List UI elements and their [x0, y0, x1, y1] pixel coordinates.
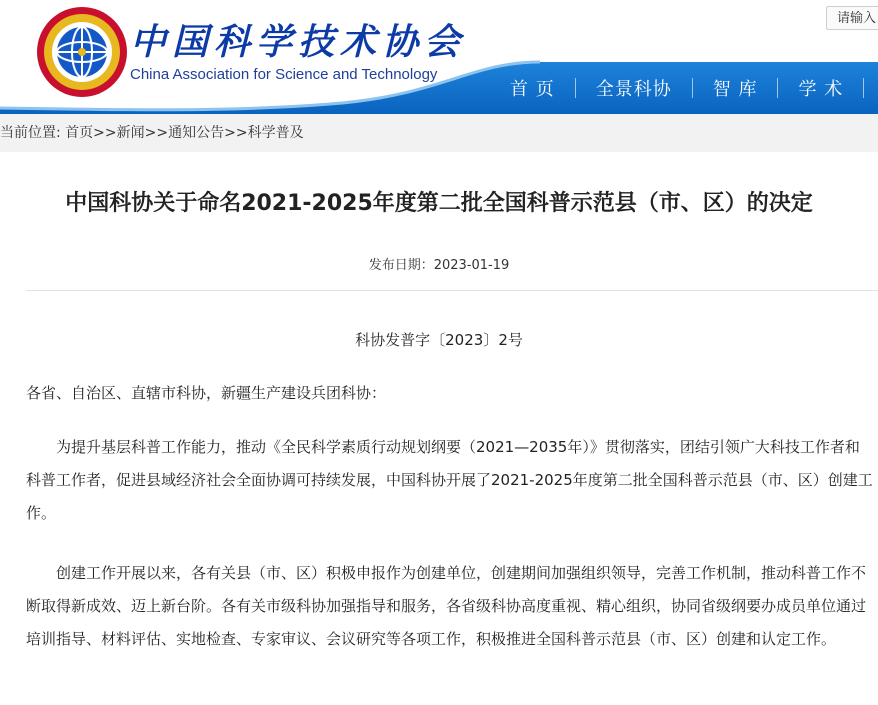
login-input[interactable]: 请输入 [826, 6, 878, 30]
cast-emblem-icon [36, 6, 128, 98]
publish-date-label: 发布日期： [368, 258, 434, 273]
article-title: 中国科协关于命名2021-2025年度第二批全国科普示范县（市、区）的决定 [65, 191, 813, 216]
breadcrumb-home[interactable]: 首页 [65, 125, 94, 141]
article-paragraph: 创建工作开展以来，各有关县（市、区）积极申报作为创建单位，创建期间加强组织领导，完善工作机制，推动科普工作不断取得新成效、迈上新台阶。各有关市级科协加强指导和服务，各省级科协高度重视、精心组织，协同省级纲要办成员单位通过培训指导、材料评估、实地检查、专家审议、会议研究等各项工作，积极推进全国科普示范县（市、区）创建和认定工作。 [26, 564, 867, 648]
logo-chinese-text: 中国科学技术协会 [130, 21, 467, 63]
document-number: 科协发普字〔2023〕2号 [355, 331, 523, 349]
breadcrumb-separator: >> [144, 125, 169, 141]
article-paragraph: 为提升基层科普工作能力，推动《全民科学素质行动规划纲要（2021—2035年）》贯彻落实，团结引领广大科技工作者和科普工作者，促进县域经济社会全面协调可持续发展，中国科协开展了2021-2025年度第二批全国科普示范县（市、区）创建工作。 [26, 438, 873, 522]
nav-divider [863, 78, 864, 98]
logo-english-text: China Association for Science and Technology [130, 66, 438, 83]
breadcrumb [0, 114, 878, 152]
nav-item-think-tank[interactable]: 智 库 [712, 79, 758, 100]
nav-item-home[interactable]: 首 页 [510, 79, 555, 100]
breadcrumb-notices[interactable]: 通知公告 [168, 125, 225, 141]
article [0, 152, 878, 656]
breadcrumb-news[interactable]: 新闻 [116, 125, 145, 141]
breadcrumb-separator: >> [224, 125, 248, 141]
publish-date-value: 2023-01-19 [433, 258, 510, 273]
nav-item-academic[interactable]: 学 术 [798, 79, 844, 100]
breadcrumb-prefix: 当前位置: [0, 125, 61, 141]
nav-item-panorama[interactable]: 全景科协 [595, 79, 672, 100]
main-nav [490, 62, 864, 114]
publish-date [0, 256, 878, 276]
breadcrumb-separator: >> [93, 125, 117, 141]
salutation: 各省、自治区、直辖市科协，新疆生产建设兵团科协： [26, 384, 387, 402]
breadcrumb-science-popularization[interactable]: 科学普及 [247, 125, 304, 141]
title-divider [26, 290, 878, 291]
site-header [0, 0, 878, 114]
